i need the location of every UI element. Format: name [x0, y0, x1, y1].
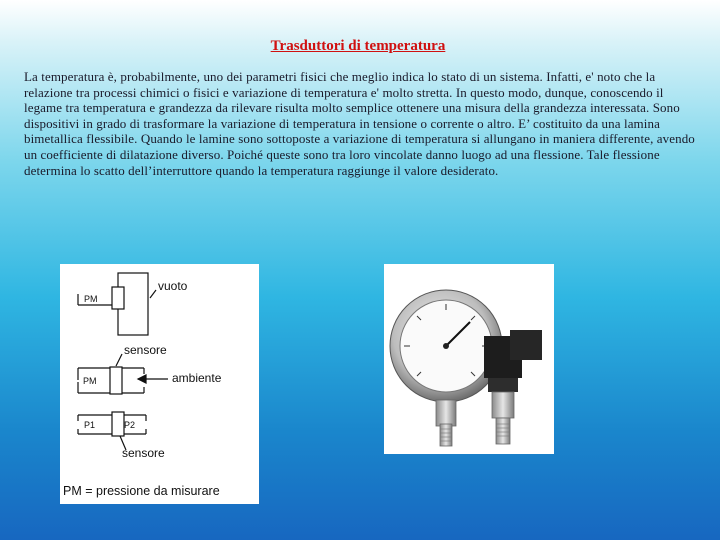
sensor-element-mid [110, 367, 122, 394]
label-p2: P2 [124, 420, 136, 430]
label-p1: P1 [84, 420, 96, 430]
label-sensore-2: sensore [122, 446, 165, 460]
arrow-vuoto [150, 290, 156, 298]
sensor-element-top [112, 287, 124, 309]
label-pm-top: PM [84, 294, 98, 304]
label-sensore-1: sensore [124, 343, 167, 357]
slide-title: Trasduttori di temperatura [270, 38, 446, 54]
label-pm-mid: PM [83, 376, 97, 386]
sensor-element-bottom [112, 412, 124, 436]
body-paragraph: La temperatura è, probabilmente, uno dei parametri fisici che meglio indica lo stato di un sistema. Infatti, e' noto che la relazione tra processi chimici o fisici e variazione di temperatura e' molto stretta. In questo modo, dunque, conoscendo il legame tra temperatura e grandezza da rilevare risulta molto semplice ottenere una misura della grandezza interessata. Sono dispositivi in grado di trasformare la variazione di temperatura in tensione o corrente o altro. E’ costituito da una lamina bimetallica flessibile. Quando le lamine sono sottoposte a variazione di temperatura si allungano in maniera differente, avendo un coefficiente di dilatazione diverso. Poiché queste sono tra loro vincolate danno luogo ad una flessione. Tale flessione determina lo scatto dell’interruttore quando la temperatura raggiunge il valore desiderato. [24, 69, 695, 178]
label-vuoto: vuoto [158, 279, 188, 293]
pressure-gauge-photo [384, 264, 554, 454]
label-ambiente: ambiente [172, 371, 222, 385]
arrow-sensore-1 [116, 354, 122, 366]
pressure-sensor-diagram [60, 264, 259, 504]
diagram-caption: PM = pressione da misurare [63, 484, 220, 498]
